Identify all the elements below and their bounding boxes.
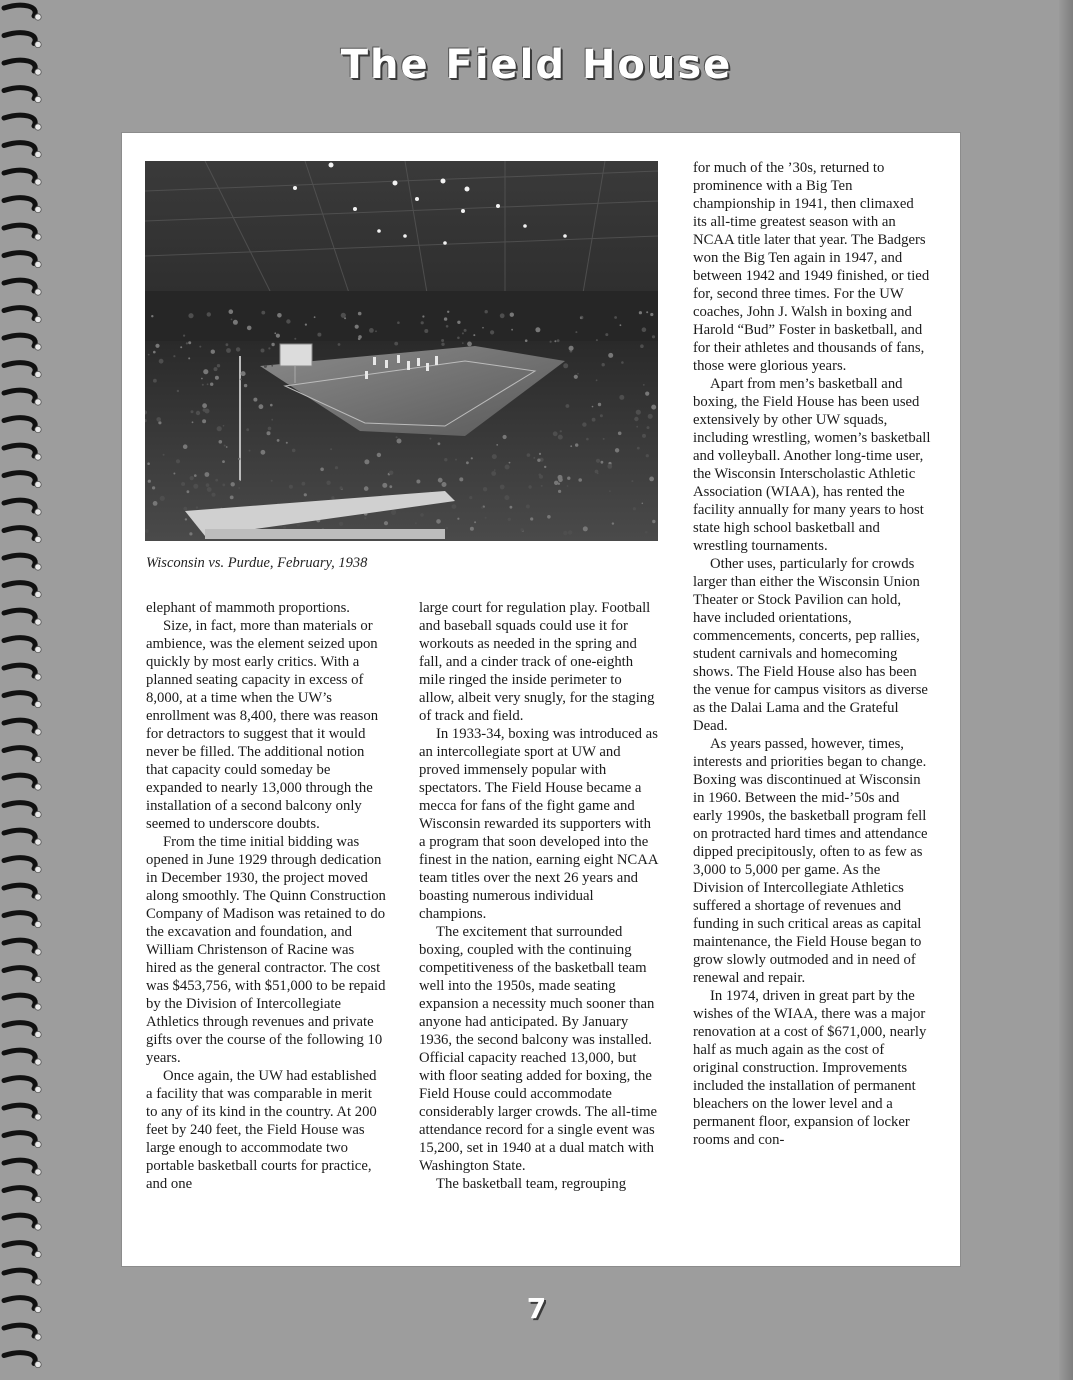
page-edge xyxy=(1059,0,1073,1380)
paragraph: elephant of mammoth proportions. xyxy=(146,600,350,616)
page-number: 7 xyxy=(526,1292,547,1325)
basketball-arena-photo-icon xyxy=(145,161,658,541)
spiral-binding xyxy=(0,0,48,1380)
page-title: The Field House xyxy=(340,42,733,88)
paragraph: Other uses, particularly for crowds larger than either the Wisconsin Union Theater or Stock Pavilion can hold, have included orientations, commencements, concerts, pep rallies, student carnivals and homecoming shows. The Field House also has been the venue for campus visitors as diverse as the Dalai Lama and the Grateful Dead. xyxy=(693,556,928,734)
photo-caption: Wisconsin vs. Purdue, February, 1938 xyxy=(146,555,368,571)
paragraph: As years passed, however, times, interests and priorities began to change. Boxing was discontinued at Wisconsin in 1960. Between the mid-’50s and early 1990s, the basketball program fell on protracted hard times and attendance dipped precipitously, often to as few as 3,000 to 5,000 per game. As the Division of Intercollegiate Athletics suffered a shortage of revenues and funding in such critical areas as capital maintenance, the Field House began to grow slowly outmoded and in need of renewal and repair. xyxy=(693,736,928,986)
paragraph: The excitement that surrounded boxing, coupled with the continuing competitiveness of the basketball team well into the 1950s, made seating expansion a necessity much sooner than anyone had anticipated. By January 1936, the second balcony was installed. Official capacity reached 13,000, but with floor seating added for boxing, the Field House could accommodate considerably larger crowds. The all-time attendance record for a single event was 15,200, set in 1940 at a dual match with Washington State. xyxy=(419,924,658,1174)
paragraph: In 1933-34, boxing was introduced as an intercollegiate sport at UW and proved immensely popular with spectators. The Field House became a mecca for fans of the fight game and Wisconsin rewarded its supporters with a program that soon developed into the finest in the nation, earning eight NCAA team titles over the next 26 years and boasting numerous individual champions. xyxy=(419,726,658,922)
arena-photo xyxy=(145,161,658,541)
paragraph: large court for regulation play. Football and baseball squads could use it for workouts as needed in the spring and fall, and a cinder track of one-eighth mile ringed the inside perimeter to allow, albeit very snugly, for the staging of track and field. xyxy=(419,600,655,724)
paragraph: From the time initial bidding was opened in June 1929 through dedication in December 1930, the project moved along smoothly. The Quinn Construction Company of Madison was retained to do the excavation and foundation, and William Christenson of Racine was hired as the general contractor. The cost was $453,756, with $51,000 to be repaid by the Division of Intercollegiate Athletics through revenues and private gifts over the course of the following 10 years. xyxy=(146,834,386,1066)
article-column-2 xyxy=(419,599,659,1193)
paragraph: In 1974, driven in great part by the wishes of the WIAA, there was a major renovation at a cost of $671,000, nearly half as much again as the cost of original construction. Improvements included the installation of permanent bleachers on the lower level and a permanent floor, expansion of locker rooms and con- xyxy=(693,988,927,1148)
paragraph: for much of the ’30s, returned to prominence with a Big Ten championship in 1941, then climaxed its all-time greatest season with an NCAA title later that year. The Badgers won the Big Ten again in 1947, and between 1942 and 1949 finished, or tied for, second three times. For the UW coaches, John J. Walsh in boxing and Harold “Bud” Foster in basketball, and for their athletes and thousands of fans, those were glorious years. xyxy=(693,160,930,374)
article-column-1 xyxy=(146,599,386,1193)
paragraph: Size, in fact, more than materials or ambience, was the element seized upon quickly by most early critics. With a planned seating capacity in excess of 8,000, at a time when the UW’s enrollment was 8,400, there was reason for detractors to suggest that it would never be filled. The additional notion that capacity could someday be expanded to nearly 13,000 through the installation of a second balcony only seemed to underscore doubts. xyxy=(146,618,379,832)
article-column-3 xyxy=(693,159,931,1149)
paragraph: Apart from men’s basketball and boxing, the Field House has been used extensively by other UW squads, including wrestling, women’s basketball and volleyball. Another long-time user, the Wisconsin Interscholastic Athletic Association (WIAA), has rented the facility annually for many years to host state high school basketball and wrestling tournaments. xyxy=(693,376,931,554)
content-panel xyxy=(122,133,960,1266)
paragraph: Once again, the UW had established a facility that was comparable in merit to any of its kind in the country. At 200 feet by 240 feet, the Field House was large enough to accommodate two portable basketball courts for practice, and one xyxy=(146,1068,377,1192)
paragraph: The basketball team, regrouping xyxy=(436,1176,627,1192)
